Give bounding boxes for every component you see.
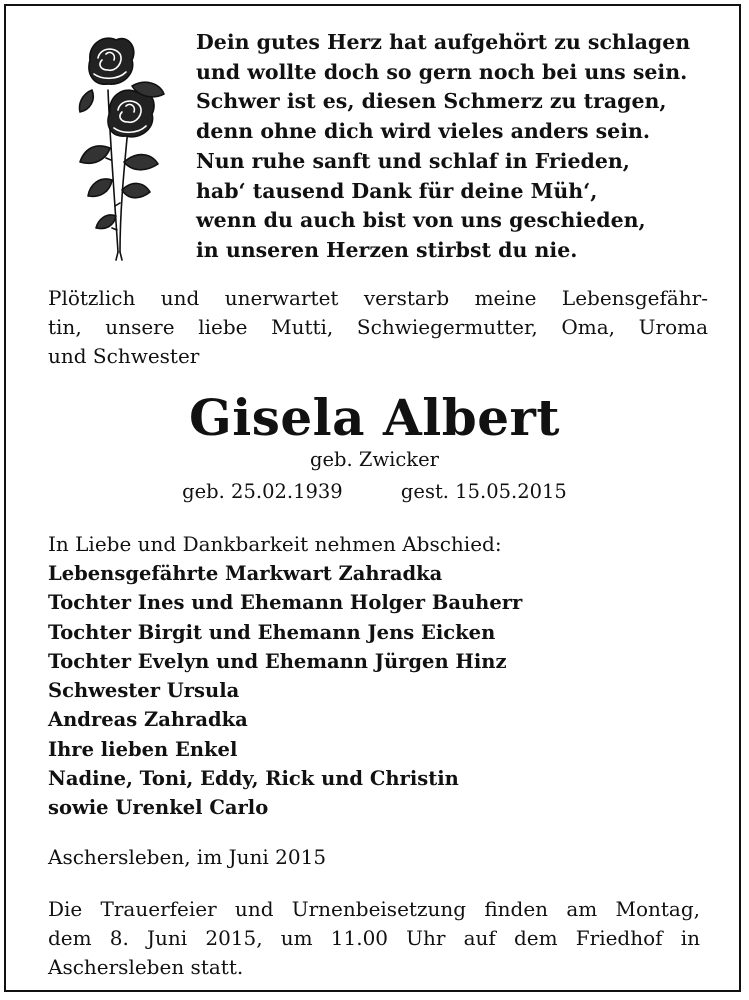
announcement-text [48,284,708,371]
mourner-line: Andreas Zahradka [48,708,248,732]
announcement-line: tin, unsere liebe Mutti, Schwiegermutter, Oma, Uroma [48,315,708,339]
place-date: Aschersleben, im Juni 2015 [48,845,327,869]
mourner-line: Nadine, Toni, Eddy, Rick und Christin [48,767,459,791]
ceremony-line: Die Trauerfeier und Urnenbeisetzung finden am Montag, [48,897,700,921]
poem-line: Dein gutes Herz hat aufgehört zu schlagen [196,30,691,54]
poem-line: hab‘ tausend Dank für deine Müh‘, [196,178,598,203]
mourner-line: Tochter Ines und Ehemann Holger Bauherr [48,591,523,615]
farewell-line: In Liebe und Dankbarkeit nehmen Abschied: [48,532,502,556]
ceremony-info [48,895,700,982]
mourner-line: Lebensgefährte Markwart Zahradka [48,562,443,585]
birth-date: geb. 25.02.1939 [182,480,343,503]
life-dates [0,478,749,505]
ceremony-line: dem 8. Juni 2015, um 11.00 Uhr auf dem Friedhof in [48,926,700,950]
poem-line: Nun ruhe sanft und schlaf in Frieden, [196,148,630,173]
rose-icon [70,30,180,262]
poem-line: in unseren Herzen stirbst du nie. [196,237,578,262]
mourner-line: Schwester Ursula [48,679,240,703]
mourner-line: Tochter Birgit und Ehemann Jens Eicken [48,620,496,644]
poem-line: Schwer ist es, diesen Schmerz zu tragen, [196,89,667,114]
ceremony-line: Aschersleben statt. [48,955,244,979]
poem-line: denn ohne dich wird vieles anders sein. [196,119,651,144]
mourner-line: sowie Urenkel Carlo [48,796,269,820]
death-date: gest. 15.05.2015 [400,480,567,503]
poem-line: und wollte doch so gern noch bei uns sein. [196,59,688,84]
poem-block [196,28,716,266]
mourners-list [48,559,522,823]
mourner-line: Tochter Evelyn und Ehemann Jürgen Hinz [48,649,507,673]
deceased-name: Gisela Albert [189,388,560,447]
announcement-line: Plötzlich und unerwartet verstarb meine Lebensgefähr- [48,286,708,310]
maiden-name: geb. Zwicker [310,448,439,471]
mourner-line: Ihre lieben Enkel [48,737,238,761]
announcement-line: und Schwester [48,344,200,368]
poem-line: wenn du auch bist von uns geschieden, [196,208,646,233]
